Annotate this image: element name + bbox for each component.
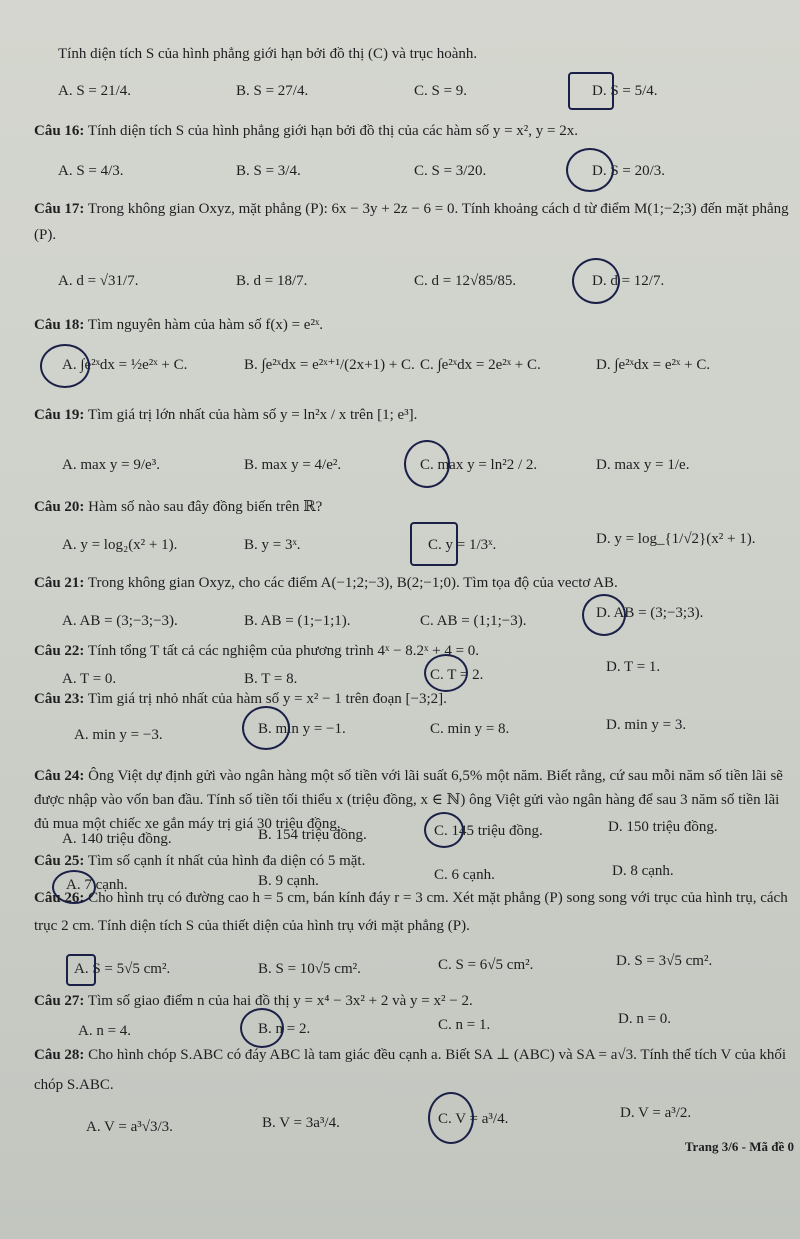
q25-label: Câu 25: bbox=[34, 853, 85, 869]
q21-option-b: B. AB = (1;−1;1). bbox=[244, 613, 351, 629]
q18-text: Tìm nguyên hàm của hàm số f(x) = e²ˣ. bbox=[87, 317, 324, 333]
q27-stem bbox=[34, 988, 792, 1014]
q25-option-d: D. 8 cạnh. bbox=[612, 863, 674, 879]
q23-option-c: C. min y = 8. bbox=[430, 721, 510, 737]
q20-option-a: A. y = log₂(x² + 1). bbox=[62, 537, 178, 553]
q23-option-d: D. min y = 3. bbox=[606, 717, 687, 733]
q28-label: Câu 28: bbox=[34, 1047, 85, 1063]
q19-option-b: B. max y = 4/e². bbox=[244, 457, 342, 473]
q17-stem bbox=[34, 196, 792, 248]
q28-option-a: A. V = a³√3/3. bbox=[86, 1119, 173, 1135]
q15-option-a: A. S = 21/4. bbox=[58, 83, 132, 99]
q24-text: Ông Việt dự định gửi vào ngân hàng một số tiền với lãi suất 6,5% một năm. Biết rằng, cứ sau mỗi năm số tiền lãi sẽ được nhập vào vốn ban đầu. Tính số tiền tối thiểu x (triệu đồng, x ∈ ℕ) ông Việt gửi vào ngân hàng để sau 3 năm số tiền lãi đủ mua một chiếc xe gắn máy trị giá 30 triệu đồng. bbox=[34, 768, 783, 832]
q17-option-a: A. d = √31/7. bbox=[58, 273, 139, 289]
q27-text: Tìm số giao điểm n của hai đồ thị y = x⁴ − 3x² + 2 và y = x² − 2. bbox=[87, 993, 473, 1009]
q26-option-c: C. S = 6√5 cm². bbox=[438, 957, 534, 973]
q22-option-c: C. T = 2. bbox=[430, 667, 484, 683]
answer-mark-circle bbox=[404, 440, 450, 488]
q21-option-a: A. AB = (3;−3;−3). bbox=[62, 613, 178, 629]
page-footer: Trang 3/6 - Mã đề 0 bbox=[684, 1139, 794, 1154]
q15-option-d: D. S = 5/4. bbox=[592, 83, 658, 99]
q27-option-c: C. n = 1. bbox=[438, 1017, 491, 1033]
q24-option-d: D. 150 triệu đồng. bbox=[608, 819, 718, 835]
q15-option-b: B. S = 27/4. bbox=[236, 83, 309, 99]
q21-text: Trong không gian Oxyz, cho các điểm A(−1;2;−3), B(2;−1;0). Tìm tọa độ của vectơ AB. bbox=[87, 575, 618, 591]
answer-mark-box bbox=[66, 954, 96, 986]
q17-option-b: B. d = 18/7. bbox=[236, 273, 308, 289]
q23-option-b: B. min y = −1. bbox=[258, 721, 346, 737]
question-15-continuation: Tính diện tích S của hình phẳng giới hạn bởi đồ thị (C) và trục hoành. bbox=[58, 46, 478, 62]
q22-text: Tính tổng T tất cả các nghiệm của phương trình 4ˣ − 8.2ˣ + 4 = 0. bbox=[87, 643, 480, 659]
q26-stem bbox=[34, 884, 792, 940]
q21-stem bbox=[34, 570, 792, 596]
q23-option-a: A. min y = −3. bbox=[74, 727, 163, 743]
q23-text: Tìm giá trị nhỏ nhất của hàm số y = x² − 1 trên đoạn [−3;2]. bbox=[87, 691, 447, 707]
q18-option-c: C. ∫e²ˣdx = 2e²ˣ + C. bbox=[420, 357, 541, 373]
answer-mark-circle bbox=[40, 344, 90, 388]
q26-option-a: A. S = 5√5 cm². bbox=[74, 961, 171, 977]
answer-mark-circle bbox=[572, 258, 620, 304]
q24-option-a: A. 140 triệu đồng. bbox=[62, 831, 172, 847]
q22-option-b: B. T = 8. bbox=[244, 671, 298, 687]
q26-option-b: B. S = 10√5 cm². bbox=[258, 961, 361, 977]
q15-option-c: C. S = 9. bbox=[414, 83, 468, 99]
q22-label: Câu 22: bbox=[34, 643, 85, 659]
q18-option-a: A. ∫e²ˣdx = ½e²ˣ + C. bbox=[62, 357, 188, 373]
answer-mark-circle bbox=[428, 1092, 474, 1144]
q22-stem bbox=[34, 638, 792, 664]
q28-stem bbox=[34, 1040, 792, 1100]
q27-option-d: D. n = 0. bbox=[618, 1011, 672, 1027]
q27-option-b: B. n = 2. bbox=[258, 1021, 311, 1037]
q20-label: Câu 20: bbox=[34, 499, 85, 515]
q19-option-a: A. max y = 9/e³. bbox=[62, 457, 160, 473]
q20-option-c: C. y = 1/3ˣ. bbox=[428, 537, 497, 553]
q24-option-c: C. 145 triệu đồng. bbox=[434, 823, 543, 839]
q21-option-d: D. AB = (3;−3;3). bbox=[596, 605, 704, 621]
q16-text: Tính diện tích S của hình phẳng giới hạn bởi đồ thị của các hàm số y = x², y = 2x. bbox=[87, 123, 579, 139]
q19-text: Tìm giá trị lớn nhất của hàm số y = ln²x / x trên [1; e³]. bbox=[87, 407, 418, 423]
q28-option-c: C. V = a³/4. bbox=[438, 1111, 509, 1127]
answer-mark-circle bbox=[566, 148, 614, 192]
q25-option-a: A. 7 cạnh. bbox=[66, 877, 128, 893]
q20-stem bbox=[34, 494, 792, 520]
q24-label: Câu 24: bbox=[34, 768, 85, 784]
answer-mark-circle bbox=[242, 706, 290, 750]
q28-option-b: B. V = 3a³/4. bbox=[262, 1115, 340, 1131]
answer-mark-circle bbox=[424, 812, 464, 848]
q26-option-d: D. S = 3√5 cm². bbox=[616, 953, 713, 969]
q21-option-c: C. AB = (1;1;−3). bbox=[420, 613, 527, 629]
q25-option-b: B. 9 cạnh. bbox=[258, 873, 319, 889]
q16-option-b: B. S = 3/4. bbox=[236, 163, 301, 179]
q22-option-d: D. T = 1. bbox=[606, 659, 661, 675]
q19-option-d: D. max y = 1/e. bbox=[596, 457, 690, 473]
q16-stem bbox=[34, 118, 792, 144]
q16-option-a: A. S = 4/3. bbox=[58, 163, 124, 179]
q28-text: Cho hình chóp S.ABC có đáy ABC là tam giác đều cạnh a. Biết SA ⊥ (ABC) và SA = a√3. Tính thể tích V của khối chóp S.ABC. bbox=[34, 1047, 786, 1093]
q23-label: Câu 23: bbox=[34, 691, 85, 707]
q20-text: Hàm số nào sau đây đồng biến trên ℝ? bbox=[88, 499, 323, 515]
q16-option-d: D. S = 20/3. bbox=[592, 163, 666, 179]
q26-label: Câu 26: bbox=[34, 890, 85, 906]
answer-mark-box bbox=[568, 72, 614, 110]
q27-label: Câu 27: bbox=[34, 993, 85, 1009]
q21-label: Câu 21: bbox=[34, 575, 85, 591]
q28-option-d: D. V = a³/2. bbox=[620, 1105, 692, 1121]
q18-option-d: D. ∫e²ˣdx = e²ˣ + C. bbox=[596, 357, 711, 373]
q16-option-c: C. S = 3/20. bbox=[414, 163, 487, 179]
q25-stem bbox=[34, 848, 792, 874]
q19-option-c: C. max y = ln²2 / 2. bbox=[420, 457, 538, 473]
q25-option-c: C. 6 cạnh. bbox=[434, 867, 495, 883]
q20-option-d: D. y = log_{1/√2}(x² + 1). bbox=[596, 531, 756, 547]
answer-mark-circle bbox=[582, 594, 626, 636]
answer-mark-box bbox=[410, 522, 458, 566]
q17-text: Trong không gian Oxyz, mặt phẳng (P): 6x − 3y + 2z − 6 = 0. Tính khoảng cách d từ điểm M(1;−2;3) đến mặt phẳng (P). bbox=[34, 201, 789, 243]
q17-option-c: C. d = 12√85/85. bbox=[414, 273, 517, 289]
q23-stem bbox=[34, 686, 792, 712]
q17-option-d: D. d = 12/7. bbox=[592, 273, 665, 289]
q27-option-a: A. n = 4. bbox=[78, 1023, 132, 1039]
q22-option-a: A. T = 0. bbox=[62, 671, 117, 687]
q16-label: Câu 16: bbox=[34, 123, 85, 139]
q24-option-b: B. 154 triệu đồng. bbox=[258, 827, 367, 843]
q18-stem bbox=[34, 312, 792, 338]
q19-stem bbox=[34, 402, 792, 428]
q19-label: Câu 19: bbox=[34, 407, 85, 423]
q18-label: Câu 18: bbox=[34, 317, 85, 333]
q18-option-b: B. ∫e²ˣdx = e²ˣ⁺¹/(2x+1) + C. bbox=[244, 357, 415, 373]
q17-label: Câu 17: bbox=[34, 201, 85, 217]
q26-text: Cho hình trụ có đường cao h = 5 cm, bán kính đáy r = 3 cm. Xét mặt phẳng (P) song song với trục của hình trụ, cách trục 2 cm. Tính diện tích S của thiết diện của hình trụ với mặt phẳng (P). bbox=[34, 890, 788, 934]
q25-text: Tìm số cạnh ít nhất của hình đa diện có 5 mặt. bbox=[87, 853, 366, 869]
q20-option-b: B. y = 3ˣ. bbox=[244, 537, 301, 553]
